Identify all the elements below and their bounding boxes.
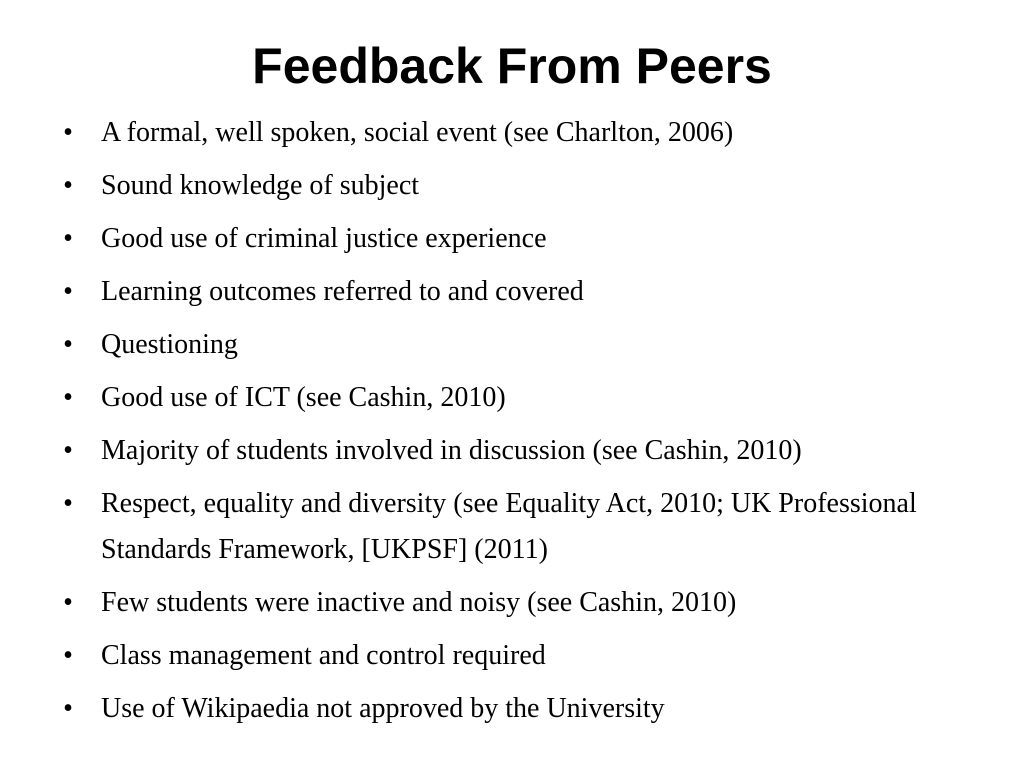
bullet-icon: •	[63, 640, 73, 671]
bullet-icon: •	[63, 223, 73, 254]
bullet-icon: •	[63, 435, 73, 466]
list-item	[0, 481, 1024, 573]
list-item	[0, 269, 1024, 315]
list-item	[0, 633, 1024, 679]
list-item	[0, 110, 1024, 156]
list-item	[0, 375, 1024, 421]
bullet-icon: •	[63, 329, 73, 360]
bullet-text: Majority of students involved in discussion (see Cashin, 2010)	[101, 435, 802, 466]
bullet-icon: •	[63, 276, 73, 307]
bullet-text: Good use of criminal justice experience	[101, 223, 547, 254]
bullet-icon: •	[63, 382, 73, 413]
list-item	[0, 163, 1024, 209]
bullet-icon: •	[63, 488, 73, 519]
slide-title: Feedback From Peers	[252, 38, 772, 94]
bullet-icon: •	[63, 117, 73, 148]
list-item	[0, 216, 1024, 262]
bullet-text: A formal, well spoken, social event (see Charlton, 2006)	[101, 117, 734, 148]
bullet-icon: •	[63, 587, 73, 618]
bullet-icon: •	[63, 693, 73, 724]
bullet-text: Sound knowledge of subject	[101, 170, 420, 201]
list-item	[0, 322, 1024, 368]
bullet-text: Use of Wikipaedia not approved by the University	[101, 693, 665, 724]
bullet-text: Questioning	[101, 329, 238, 360]
bullet-text: Learning outcomes referred to and covered	[101, 276, 584, 307]
list-item	[0, 686, 1024, 732]
bullet-text: Class management and control required	[101, 640, 546, 671]
bullet-text: Good use of ICT (see Cashin, 2010)	[101, 382, 506, 413]
bullet-text: Few students were inactive and noisy (see Cashin, 2010)	[101, 587, 737, 618]
list-item	[0, 580, 1024, 626]
list-item	[0, 428, 1024, 474]
bullet-text: Respect, equality and diversity (see Equality Act, 2010; UK Professional Standards Framework, [UKPSF] (2011)	[101, 488, 917, 565]
bullet-list	[0, 110, 1024, 739]
bullet-icon: •	[63, 170, 73, 201]
